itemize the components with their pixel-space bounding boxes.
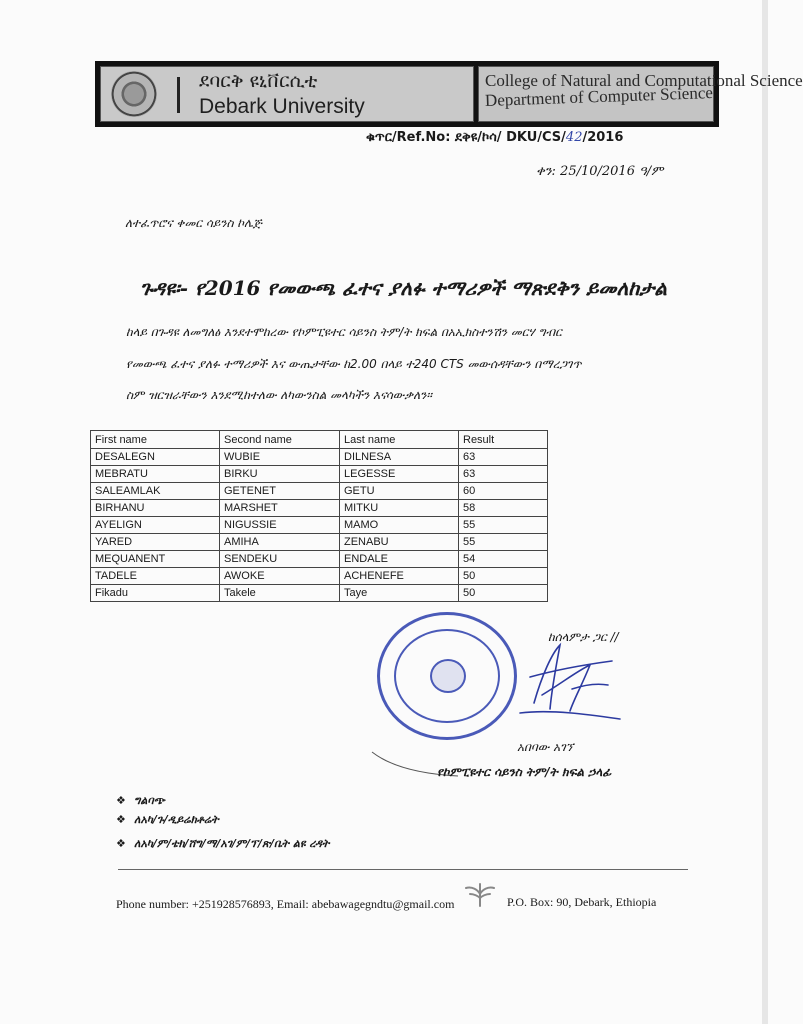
table-row [91, 551, 548, 568]
diamond-bullet-icon: ❖ [116, 837, 126, 850]
stamp-inner-ring [394, 629, 500, 723]
cc-item [116, 813, 329, 832]
first-name-cell: TADELE [91, 568, 220, 585]
diamond-bullet-icon: ❖ [116, 813, 126, 826]
last-name-cell: GETU [340, 483, 459, 500]
first-name-cell: BIRHANU [91, 500, 220, 517]
university-logo-icon [111, 71, 157, 117]
column-header-second-name: Second name [220, 431, 340, 449]
last-name-cell: MAMO [340, 517, 459, 534]
table-header-row [91, 431, 548, 449]
first-name-cell: YARED [91, 534, 220, 551]
reference-number [366, 130, 623, 145]
body-text-line: ከላይ በጉዳዩ ለመግለፅ እንደተሞከረው የኮምፒዩተር ሳይንስ ትም/ት ክፍል በአኢክስተንሽን መርሃ ግብር [126, 325, 562, 339]
letterhead-divider [177, 77, 180, 113]
second-name-cell: AMIHA [220, 534, 340, 551]
last-name-cell: MITKU [340, 500, 459, 517]
department-stamp [377, 612, 517, 740]
second-name-cell: WUBIE [220, 449, 340, 466]
footer-contact: Phone number: +251928576893, Email: abebawagegndtu@gmail.com [116, 897, 455, 911]
last-name-cell: ZENABU [340, 534, 459, 551]
letterhead-university-panel [100, 66, 474, 122]
footer-divider [118, 869, 688, 870]
result-cell: 50 [459, 585, 548, 602]
column-header-first-name: First name [91, 431, 220, 449]
diamond-bullet-icon: ❖ [116, 794, 126, 807]
second-name-cell: GETENET [220, 483, 340, 500]
body-text-line: የመውጫ ፈተና ያለፉ ተማሪዎች እና ውጤታቸው ከ2.00 በላይ ተ240 CTS መውሰዳቸውን በማረጋገጥ [126, 357, 582, 371]
result-cell: 60 [459, 483, 548, 500]
last-name-cell: ACHENEFE [340, 568, 459, 585]
result-cell: 58 [459, 500, 548, 517]
results-table [90, 430, 548, 602]
addressee: ለተፈጥሮና ቀመር ሳይንስ ኮሌጅ [125, 216, 262, 230]
first-name-cell: MEQUANENT [91, 551, 220, 568]
reference-prefix: ደቅዩ/ኮሳ/ DKU/CS/ [454, 130, 566, 145]
university-name-amharic: ደባርቅ ዩኒቨርሲቲ [199, 70, 318, 92]
signatory-role: የኮምፒዩተር ሳይንስ ትም/ት ክፍል ኃላፊ [437, 765, 612, 779]
footer-emblem-icon [462, 882, 498, 908]
college-name: College of Natural and Computational Science [485, 71, 803, 90]
cc-item-label: ለአካ/ም/ቴክ/ሸግ/ማ/አገ/ም/ፕ/ጽ/ቤት ልዩ ረዳት [134, 837, 330, 850]
result-cell: 50 [459, 568, 548, 585]
second-name-cell: Takele [220, 585, 340, 602]
letterhead [95, 61, 803, 127]
last-name-cell: LEGESSE [340, 466, 459, 483]
cc-list [116, 794, 329, 856]
first-name-cell: SALEAMLAK [91, 483, 220, 500]
result-cell: 55 [459, 517, 548, 534]
last-name-cell: ENDALE [340, 551, 459, 568]
university-name-english: Debark University [199, 95, 365, 118]
table-row [91, 483, 548, 500]
result-cell: 54 [459, 551, 548, 568]
footer-address: P.O. Box: 90, Debark, Ethiopia [507, 895, 657, 909]
table-row [91, 585, 548, 602]
table-row [91, 568, 548, 585]
table-row [91, 500, 548, 517]
result-cell: 63 [459, 466, 548, 483]
first-name-cell: MEBRATU [91, 466, 220, 483]
column-header-last-name: Last name [340, 431, 459, 449]
cc-item [116, 837, 329, 856]
second-name-cell: BIRKU [220, 466, 340, 483]
closing-greeting: ከሰላምታ ጋር // [548, 630, 619, 644]
department-name: Department of Computer Science [484, 83, 714, 110]
result-cell: 63 [459, 449, 548, 466]
second-name-cell: SENDEKU [220, 551, 340, 568]
last-name-cell: Taye [340, 585, 459, 602]
table-row [91, 449, 548, 466]
second-name-cell: MARSHET [220, 500, 340, 517]
second-name-cell: AWOKE [220, 568, 340, 585]
first-name-cell: AYELIGN [91, 517, 220, 534]
letterhead-department-panel [478, 66, 803, 122]
letter-subject: ጉዳዩ፡- የ2016 የመውጫ ፈተና ያለፉ ተማሪዎች ማጽደቅን ይመለከታል [140, 276, 667, 300]
signatory-name: አበባው አገኘ [517, 740, 574, 754]
table-row [91, 534, 548, 551]
cc-item-label: ግልባጭ [134, 794, 165, 807]
reference-label: ቁጥር/Ref.No: [366, 130, 451, 145]
page-edge-shadow [762, 0, 768, 1024]
body-text-line: ስም ዝርዝራቸውን እንደሚከተለው ለካውንስል መላካችን እናሳውቃለን። [126, 388, 433, 402]
result-cell: 55 [459, 534, 548, 551]
reference-handwritten-number: 42 [565, 130, 583, 145]
second-name-cell: NIGUSSIE [220, 517, 340, 534]
reference-year: /2016 [582, 130, 624, 145]
table-row [91, 517, 548, 534]
table-row [91, 466, 548, 483]
last-name-cell: DILNESA [340, 449, 459, 466]
column-header-result: Result [459, 431, 548, 449]
stamp-emblem-icon [430, 659, 466, 693]
cc-item [116, 794, 329, 813]
letter-date: ቀን: 25/10/2016 ዓ/ም [536, 164, 664, 179]
first-name-cell: Fikadu [91, 585, 220, 602]
cc-item-label: ለአካ/ጉ/ዲይሬክቶሬት [134, 813, 219, 826]
first-name-cell: DESALEGN [91, 449, 220, 466]
